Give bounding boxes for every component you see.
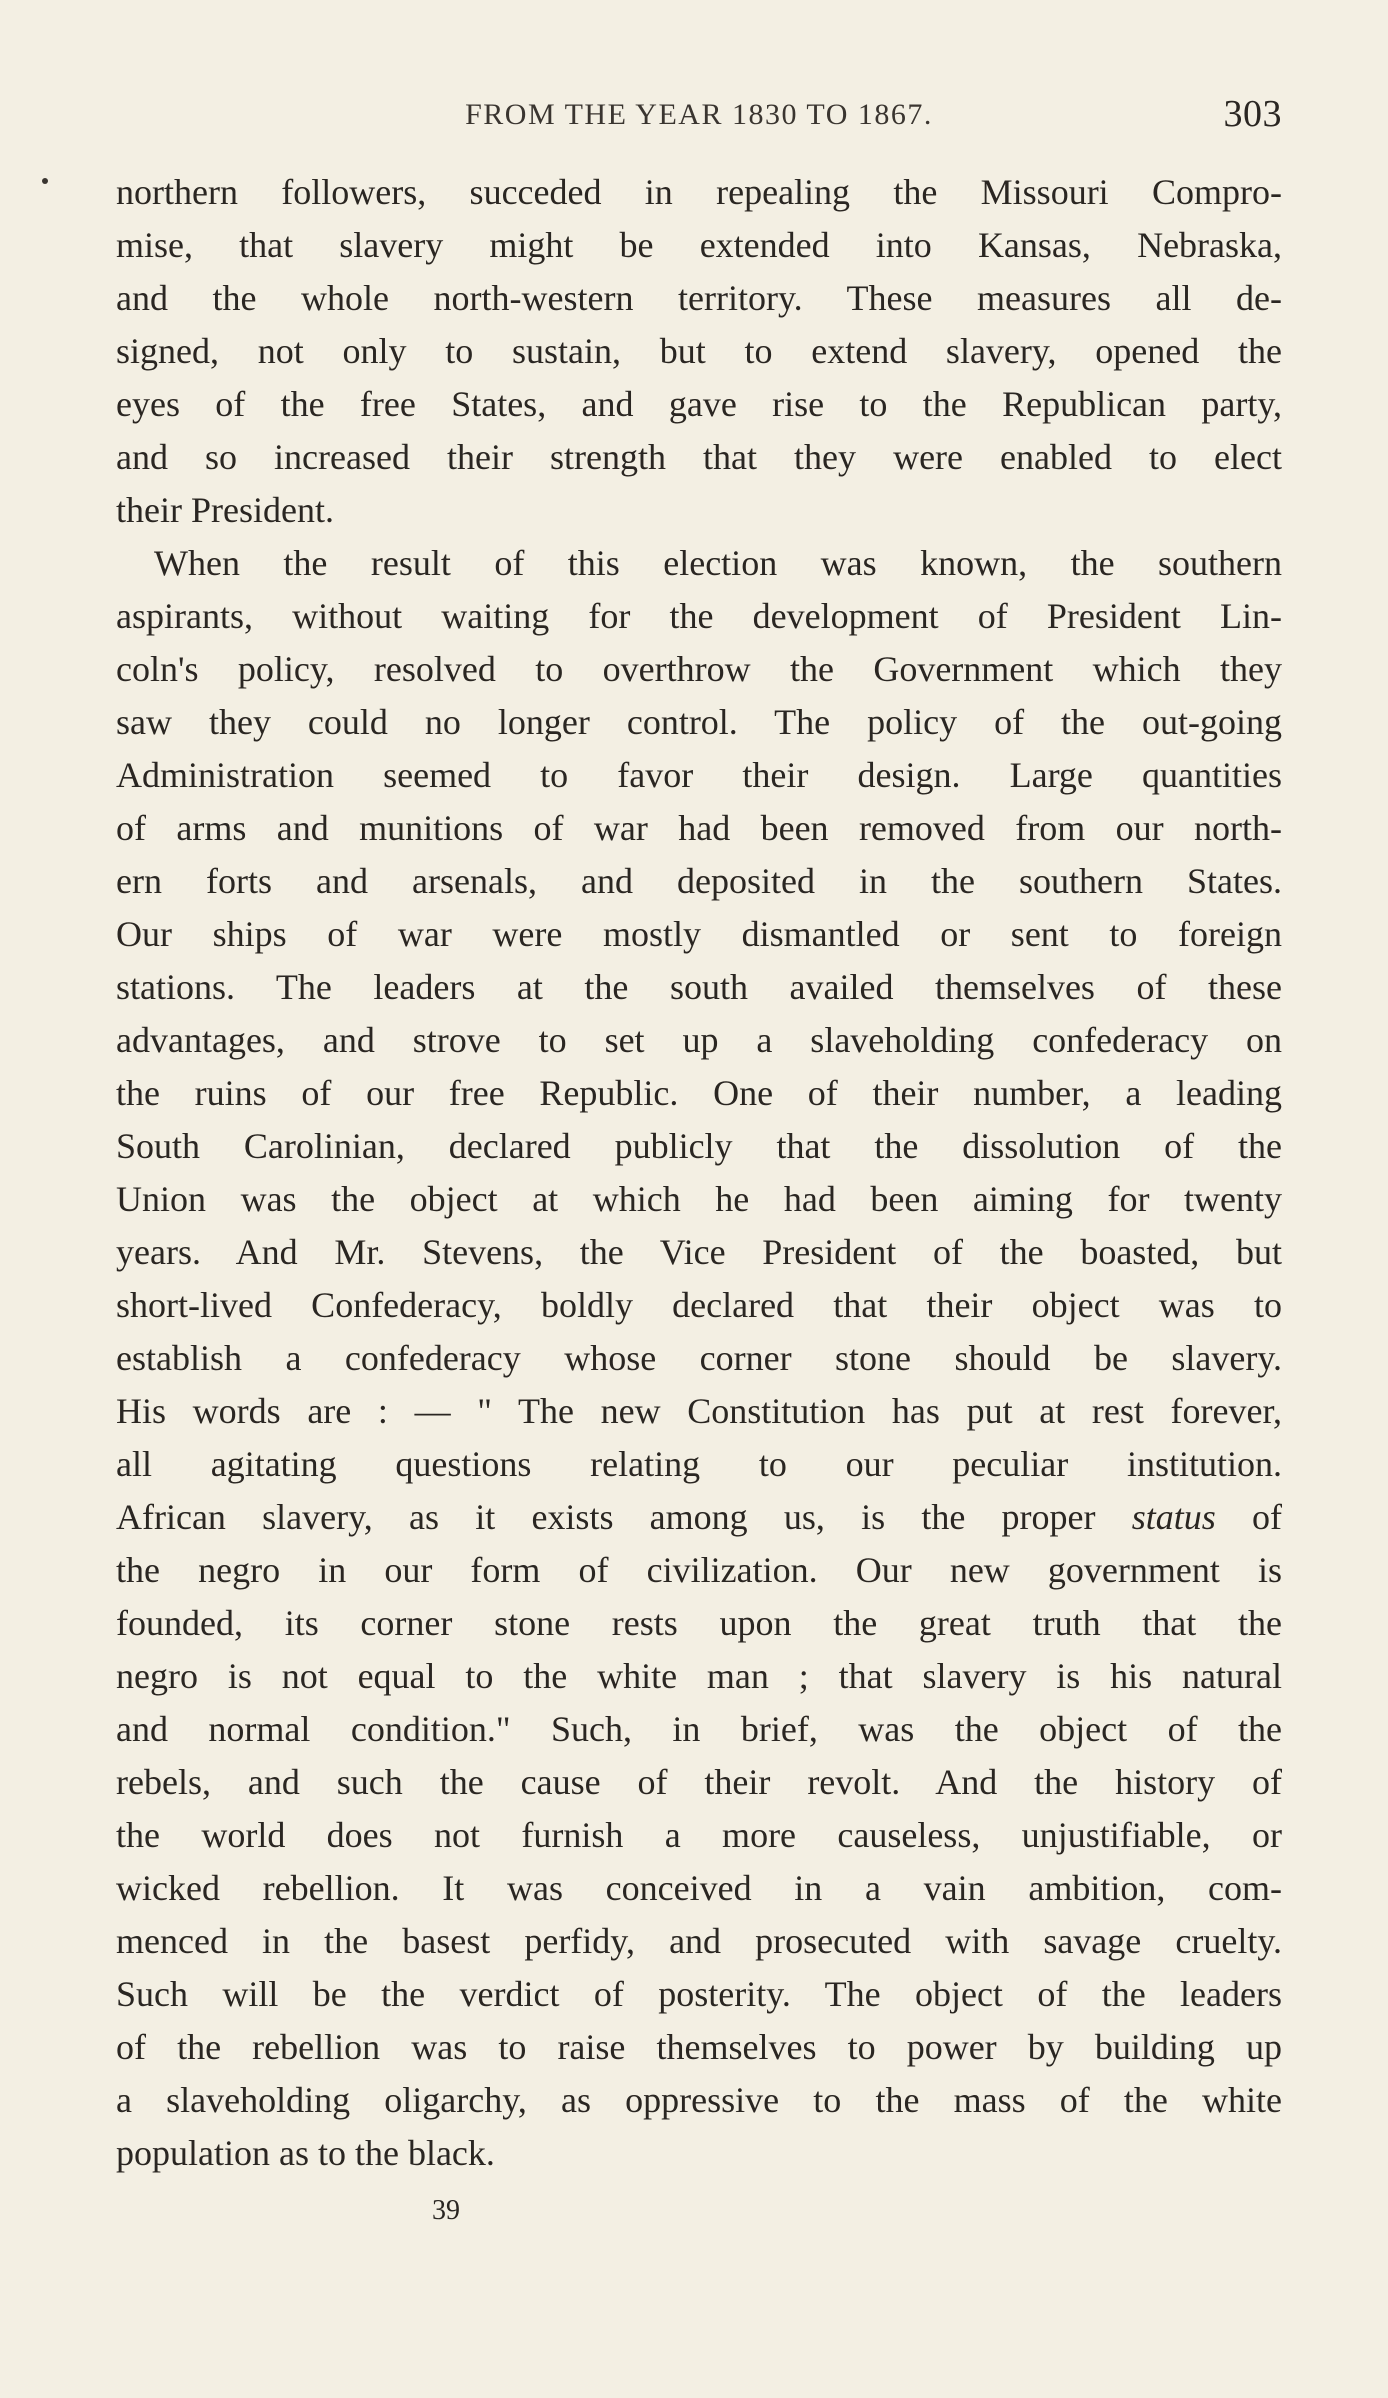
text-line: wicked rebellion. It was conceived in a vain ambition, com- — [116, 1868, 1282, 1908]
text-line: menced in the basest perfidy, and prosecuted with savage cruelty. — [116, 1921, 1282, 1961]
text-line: rebels, and such the cause of their revolt. And the history of — [116, 1762, 1282, 1802]
text-line: negro is not equal to the white man ; that slavery is his natural — [116, 1656, 1282, 1696]
text-line: the negro in our form of civilization. Our new government is — [116, 1550, 1282, 1590]
text-line: a slaveholding oligarchy, as oppressive to the mass of the white — [116, 2080, 1282, 2120]
text-line: population as to the black. — [116, 2133, 495, 2173]
body-text — [116, 166, 1282, 2180]
signature-mark: 39 — [432, 2195, 460, 2226]
text-line: of arms and munitions of war had been removed from our north- — [116, 808, 1282, 848]
text-line: their President. — [116, 490, 334, 530]
text-line: Our ships of war were mostly dismantled or sent to foreign — [116, 914, 1282, 954]
text-line: stations. The leaders at the south availed themselves of these — [116, 967, 1282, 1007]
running-title: FROM THE YEAR 1830 TO 1867. — [465, 98, 933, 131]
text-line: founded, its corner stone rests upon the great truth that the — [116, 1603, 1282, 1643]
text-line: advantages, and strove to set up a slaveholding confederacy on — [116, 1020, 1282, 1060]
text-line: coln's policy, resolved to overthrow the Government which they — [116, 649, 1282, 689]
paragraph-start-line: When the result of this election was known, the southern — [154, 543, 1282, 583]
text-line: northern followers, succeded in repealing the Missouri Compro- — [116, 172, 1282, 212]
text-line: His words are : — " The new Constitution has put at rest forever, — [116, 1391, 1282, 1431]
line-text: African slavery, as it exists among us, is the proper — [116, 1497, 1096, 1537]
text-line: Administration seemed to favor their design. Large quantities — [116, 755, 1282, 795]
text-line: and so increased their strength that they were enabled to elect — [116, 437, 1282, 477]
text-line: years. And Mr. Stevens, the Vice President of the boasted, but — [116, 1232, 1282, 1272]
margin-dot — [42, 178, 48, 184]
text-line: saw they could no longer control. The policy of the out-going — [116, 702, 1282, 742]
text-line: signed, not only to sustain, but to extend slavery, opened the — [116, 331, 1282, 371]
text-line: South Carolinian, declared publicly that the dissolution of the — [116, 1126, 1282, 1166]
running-head — [116, 92, 1282, 142]
text-line: the world does not furnish a more causeless, unjustifiable, or — [116, 1815, 1282, 1855]
text-line: aspirants, without waiting for the development of President Lin- — [116, 596, 1282, 636]
page-number: 303 — [1223, 93, 1282, 135]
text-line-with-italic — [116, 1491, 1282, 1544]
text-line: and normal condition." Such, in brief, was the object of the — [116, 1709, 1282, 1749]
line-tail: of — [1252, 1497, 1283, 1537]
text-line: mise, that slavery might be extended into Kansas, Nebraska, — [116, 225, 1282, 265]
text-line: short-lived Confederacy, boldly declared that their object was to — [116, 1285, 1282, 1325]
text-line: eyes of the free States, and gave rise to the Republican party, — [116, 384, 1282, 424]
text-line: the ruins of our free Republic. One of their number, a leading — [116, 1073, 1282, 1113]
text-line: of the rebellion was to raise themselves to power by building up — [116, 2027, 1282, 2067]
text-line: establish a confederacy whose corner stone should be slavery. — [116, 1338, 1282, 1378]
text-line: Such will be the verdict of posterity. The object of the leaders — [116, 1974, 1282, 2014]
text-line: Union was the object at which he had been aiming for twenty — [116, 1179, 1282, 1219]
text-line: ern forts and arsenals, and deposited in the southern States. — [116, 861, 1282, 901]
text-line: and the whole north-western territory. These measures all de- — [116, 278, 1282, 318]
text-line: all agitating questions relating to our peculiar institution. — [116, 1444, 1282, 1484]
italic-word: status — [1131, 1497, 1216, 1537]
